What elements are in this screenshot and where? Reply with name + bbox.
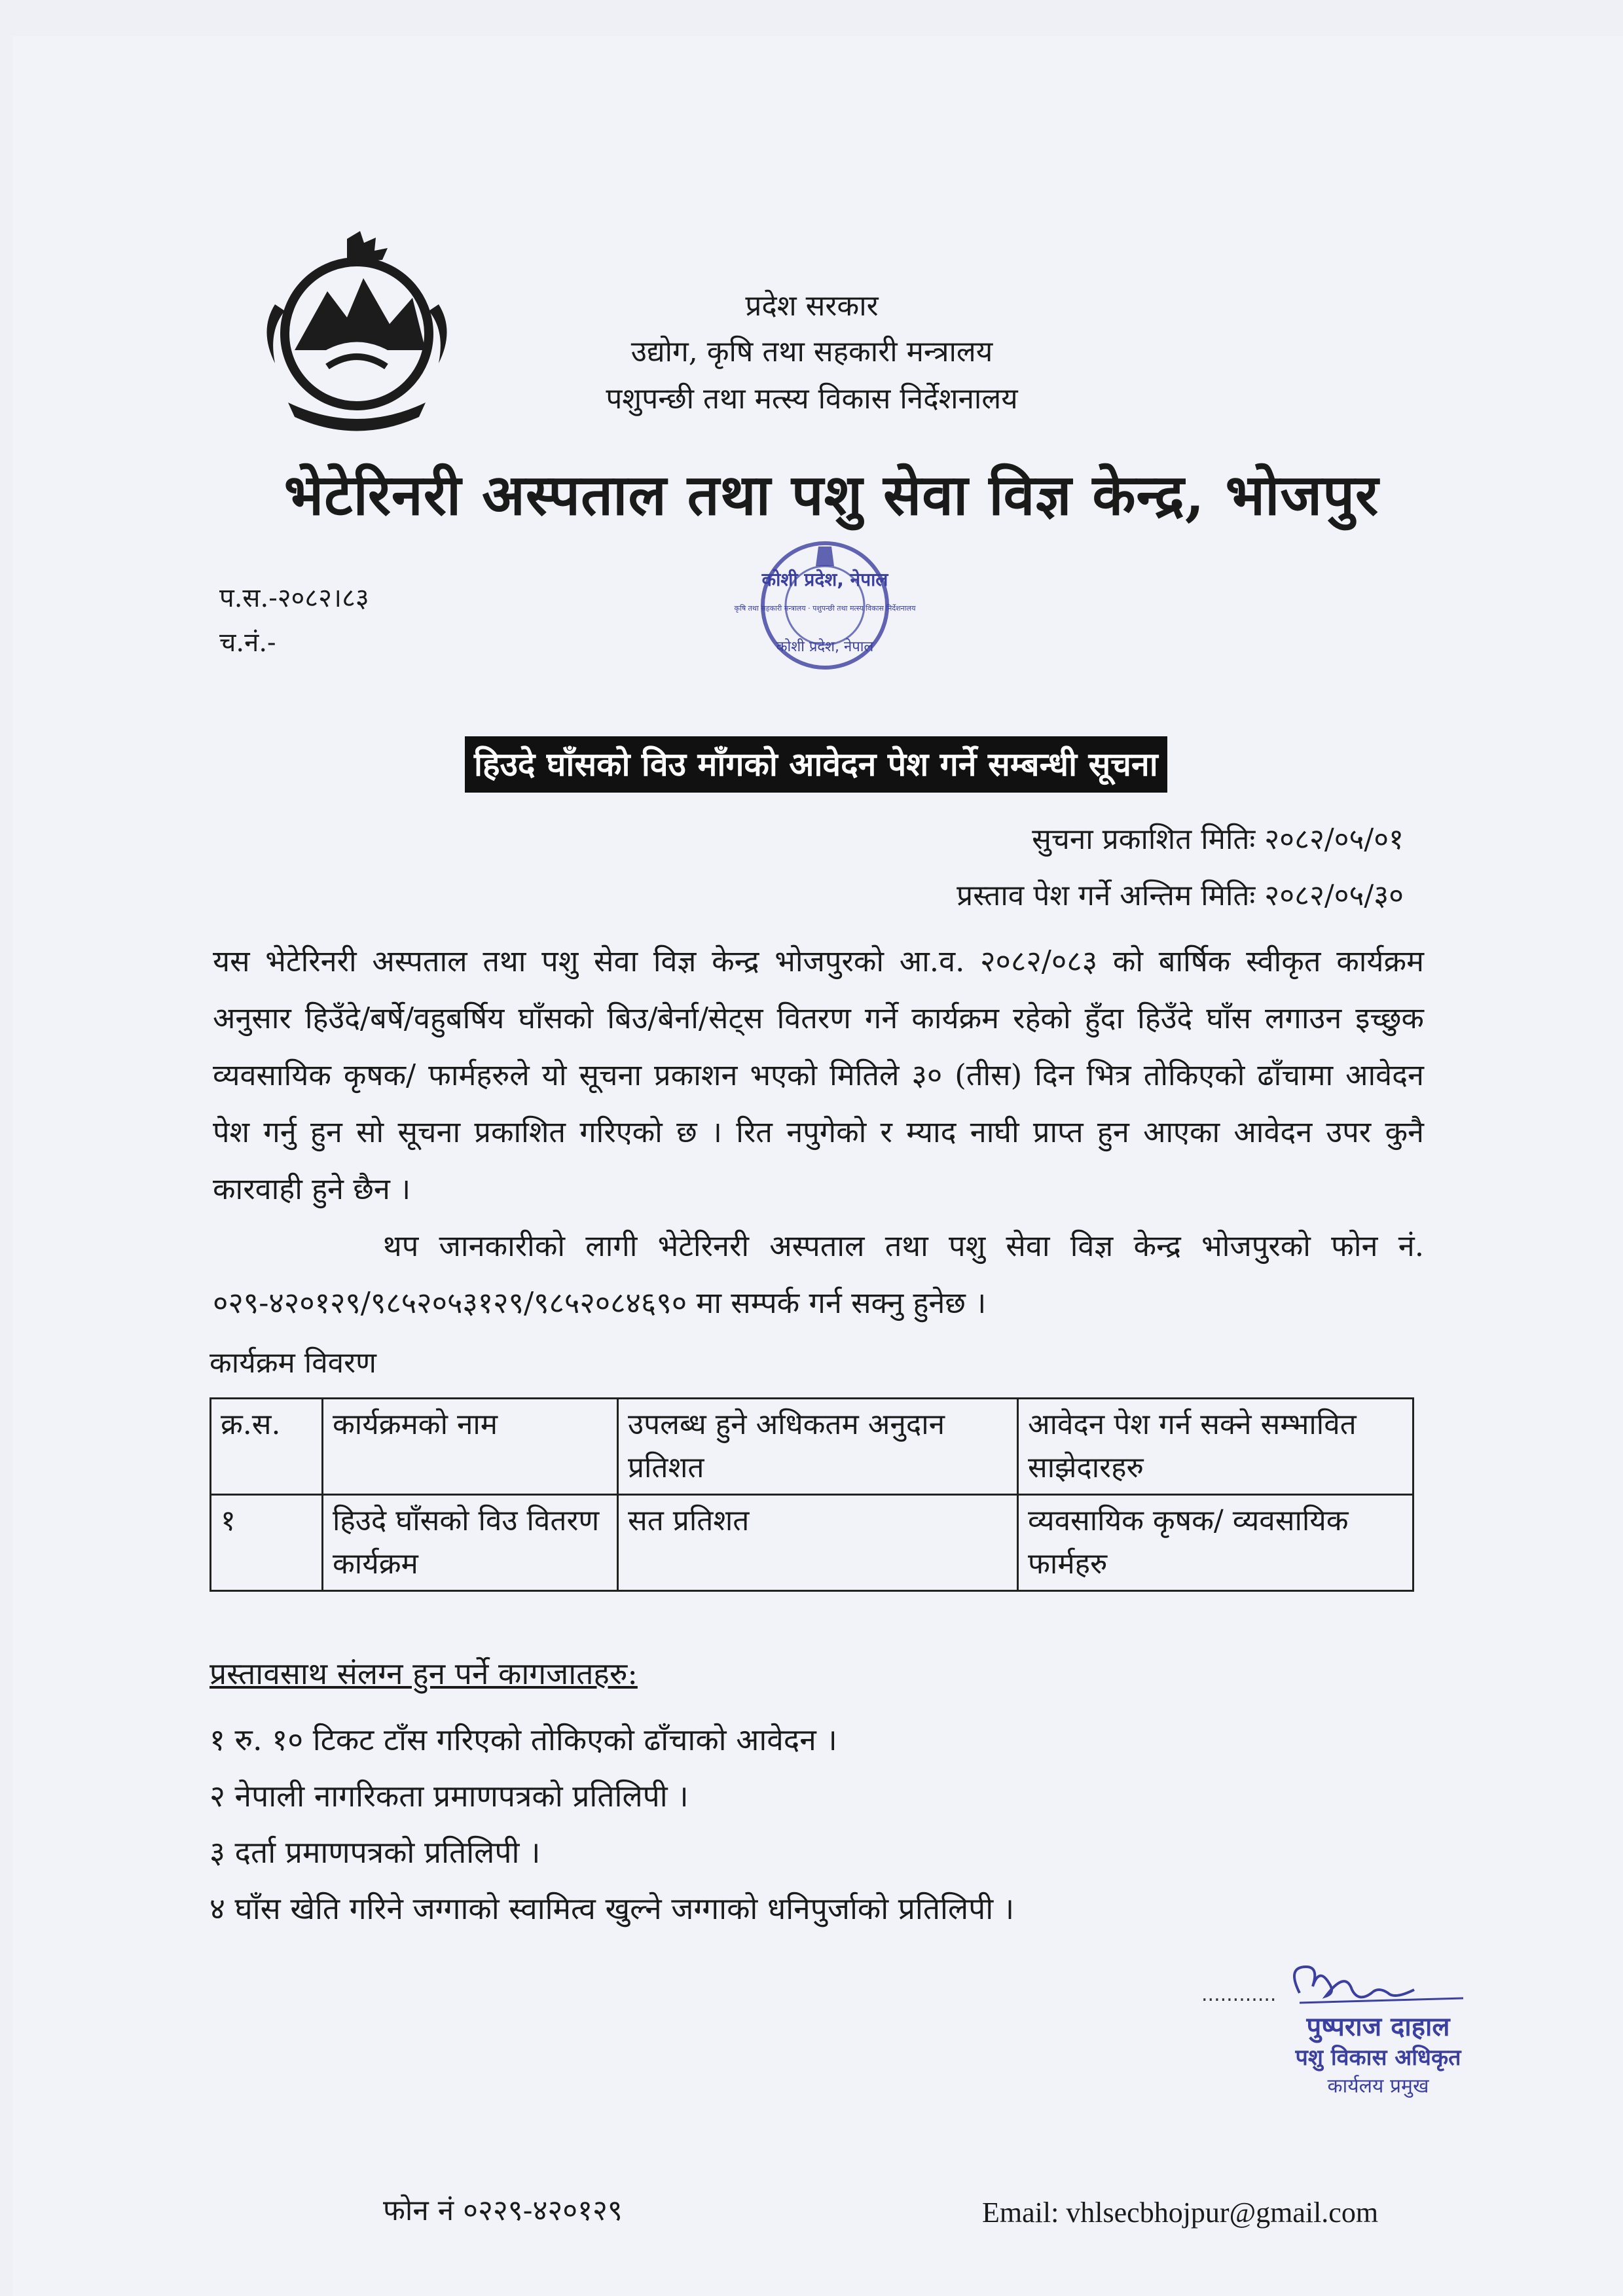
- notice-title: हिउदे घाँसको विउ माँगको आवेदन पेश गर्ने सम्बन्धी सूचना: [465, 736, 1167, 793]
- dates-block: [957, 812, 1404, 924]
- table-header-row: [211, 1399, 1413, 1495]
- office-seal-stamp: [694, 533, 956, 677]
- body-paragraph-1: यस भेटेरिनरी अस्पताल तथा पशु सेवा विज्ञ केन्द्र भोजपुरको आ.व. २०८२/०८३ को बार्षिक स्वीकृत कार्यक्रम अनुसार हिउँदे/बर्षे/वहुबर्षिय घाँसको बिउ/बेर्ना/सेट्स वितरण गर्ने कार्यक्रम रहेको हुँदा हिउँदे घाँस लगाउन इच्छुक व्यवसायिक कृषक/ फार्महरुले यो सूचना प्रकाशन भएको मितिले ३० (तीस) दिन भित्र तोकिएको ढाँचामा आवेदन पेश गर्नु हुन सो सूचना प्रकाशित गरिएको छ । रित नपुगेको र म्याद नाघी प्राप्त हुन आएका आवेदन उपर कुनै कारवाही हुने छैन ।: [213, 944, 1424, 1206]
- list-item: ३ दर्ता प्रमाणपत्रको प्रतिलिपी ।: [210, 1835, 541, 1870]
- attachments-list: [210, 1712, 1014, 1937]
- table-row: [211, 1495, 1413, 1591]
- attachments-heading: प्रस्तावसाथ संलग्न हुन पर्ने कागजातहरु:: [210, 1656, 638, 1691]
- deadline-date: प्रस्ताव पेश गर्ने अन्तिम मितिः २०८२/०५/३०: [957, 879, 1404, 912]
- seal-bottom-text: कोशी प्रदेश, नेपाल: [776, 639, 874, 655]
- header-line-1: प्रदेश सरकार: [745, 289, 879, 323]
- table-header-cell: उपलब्ध हुने अधिकतम अनुदान प्रतिशत: [618, 1399, 1018, 1495]
- footer-phone: फोन नं ०२२९-४२०१२९: [383, 2194, 623, 2227]
- signatory-name: पुष्पराज दाहाल: [1306, 2012, 1450, 2042]
- table-cell: व्यवसायिक कृषक/ व्यवसायिक फार्महरु: [1018, 1495, 1413, 1591]
- list-item: २ नेपाली नागरिकता प्रमाणपत्रको प्रतिलिपी ।: [210, 1778, 689, 1814]
- notice-body: [213, 933, 1424, 1331]
- body-paragraph-2: थप जानकारीको लागी भेटेरिनरी अस्पताल तथा पशु सेवा विज्ञ केन्द्र भोजपुरको फोन नं. ०२९-४२०१२९/९८५२०५३१२९/९८५२०८४६९० मा सम्पर्क गर्न सक्नु हुनेछ ।: [213, 1229, 1424, 1320]
- svg-text:............: ............: [1201, 1983, 1277, 2006]
- seal-top-text: कोशी प्रदेश, नेपाल: [761, 569, 888, 590]
- seal-ring-text: कृषि तथा सहकारी मन्त्रालय · पशुपन्छी तथा मत्स्य विकास निर्देशनालय: [734, 604, 916, 613]
- table-header-cell: क्र.स.: [211, 1399, 323, 1495]
- reference-ps: प.स.-२०८२।८३: [219, 583, 369, 613]
- nepal-emblem-icon: [249, 226, 465, 435]
- header-lines: [471, 285, 1152, 422]
- published-date: सुचना प्रकाशित मितिः २०८२/०५/०१: [1032, 823, 1404, 856]
- table-header-cell: कार्यक्रमको नाम: [323, 1399, 618, 1495]
- header-line-3: पशुपन्छी तथा मत्स्य विकास निर्देशनालय: [606, 382, 1018, 416]
- program-table: [210, 1397, 1414, 1592]
- reference-block: [219, 576, 369, 665]
- list-item: १ रु. १० टिकट टाँस गरिएको तोकिएको ढाँचाको आवेदन ।: [210, 1722, 837, 1757]
- footer-email: Email: vhlsecbhojpur@gmail.com: [982, 2197, 1379, 2229]
- table-cell: सत प्रतिशत: [618, 1495, 1018, 1591]
- signatory-title: पशु विकास अधिकृत: [1295, 2045, 1461, 2071]
- program-details-label: कार्यक्रम विवरण: [210, 1346, 376, 1380]
- document-page: [13, 36, 1623, 2296]
- signature-block: [1201, 1947, 1476, 2104]
- table-cell: हिउदे घाँसको विउ वितरण कार्यक्रम: [323, 1495, 618, 1591]
- reference-chn: च.नं.-: [219, 628, 276, 658]
- header-line-2: उद्योग, कृषि तथा सहकारी मन्त्रालय: [630, 335, 993, 368]
- table-cell: १: [211, 1495, 323, 1591]
- list-item: ४ घाँस खेति गरिने जग्गाको स्वामित्व खुल्ने जग्गाको धनिपुर्जाको प्रतिलिपी ।: [210, 1891, 1015, 1926]
- signatory-role: कार्यलय प्रमुख: [1327, 2075, 1429, 2098]
- organization-title: भेटेरिनरी अस्पताल तथा पशु सेवा विज्ञ केन्द्र, भोजपुर: [283, 462, 1379, 528]
- table-header-cell: आवेदन पेश गर्न सक्ने सम्भावित साझेदारहरु: [1018, 1399, 1413, 1495]
